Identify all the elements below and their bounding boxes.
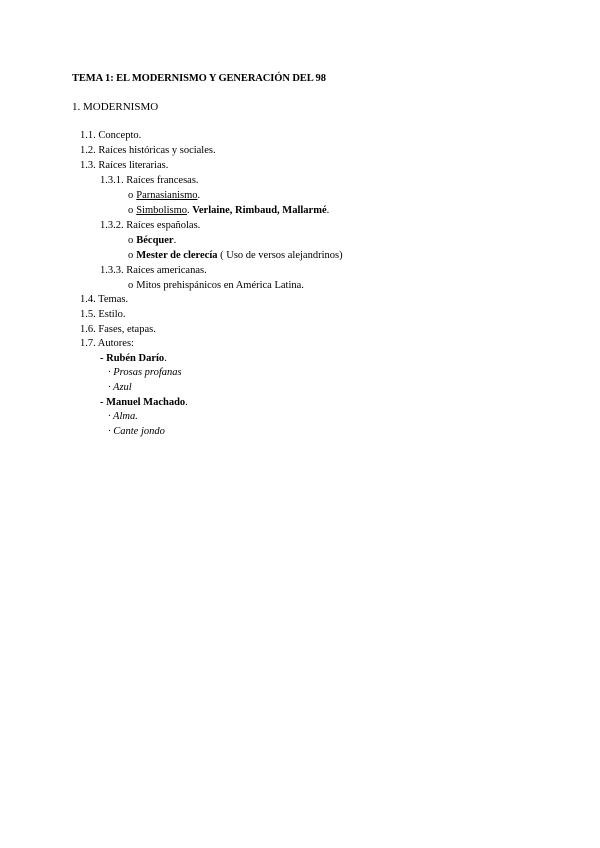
outline-subitem-raices-francesas: 1.3.1. Raíces francesas. — [100, 175, 199, 186]
author-ruben-dario — [100, 352, 167, 366]
outline-item-temas: 1.4. Temas. — [80, 294, 129, 305]
list-item-becquer — [128, 234, 176, 248]
work-azul: · Azul — [108, 382, 132, 393]
outline-item-raices-historicas: 1.2. Raíces históricas y sociales. — [80, 145, 216, 156]
list-item-mester-de-clerecia — [128, 249, 343, 263]
bullet-marker: o — [128, 205, 134, 216]
author-dash: - — [100, 397, 107, 408]
document-title: TEMA 1: EL MODERNISMO Y GENERACIÓN DEL 98 — [72, 73, 326, 84]
section-heading: 1. MODERNISMO — [72, 101, 159, 113]
author-dash: - — [100, 353, 107, 364]
simbolismo-text: Simbolismo — [136, 205, 188, 216]
bullet-marker: o — [128, 235, 134, 246]
mester-note: ( Uso de versos alejandrinos) — [217, 250, 343, 261]
list-item-parnasianismo — [128, 189, 200, 203]
work-alma: · Alma. — [108, 411, 138, 422]
punctuation: . — [185, 397, 188, 408]
outline-item-concepto: 1.1. Concepto. — [80, 130, 142, 141]
outline-item-estilo: 1.5. Estilo. — [80, 309, 126, 320]
mitos-text: Mitos prehispánicos en América Latina. — [136, 280, 304, 291]
author-name: Manuel Machado — [106, 397, 186, 408]
outline-item-fases: 1.6. Fases, etapas. — [80, 324, 156, 335]
becquer-text: Bécquer — [136, 235, 174, 246]
punctuation: . — [197, 190, 201, 201]
author-manuel-machado — [100, 396, 188, 410]
outline-subitem-raices-americanas: 1.3.3. Raíces americanas. — [100, 265, 207, 276]
bullet-marker: o — [128, 190, 134, 201]
list-item-simbolismo — [128, 204, 329, 218]
list-item-mitos — [128, 279, 304, 293]
bullet-marker: o — [128, 250, 134, 261]
bullet-marker: o — [128, 280, 134, 291]
author-name: Rubén Darío — [106, 353, 165, 364]
punctuation: . — [173, 235, 177, 246]
punctuation: . — [164, 353, 167, 364]
outline-item-autores: 1.7. Autores: — [80, 338, 134, 349]
outline-subitem-raices-espanolas: 1.3.2. Raíces españolas. — [100, 220, 201, 231]
outline-item-raices-literarias: 1.3. Raíces literarias. — [80, 160, 169, 171]
punctuation: . — [326, 205, 330, 216]
parnasianismo-text: Parnasianismo — [136, 190, 198, 201]
work-prosas-profanas: · Prosas profanas — [108, 367, 182, 378]
work-cante-jondo: · Cante jondo — [108, 426, 165, 437]
punctuation: . — [187, 205, 193, 216]
simbolismo-authors: Verlaine, Rimbaud, Mallarmé — [192, 205, 327, 216]
mester-text: Mester de clerecía — [136, 250, 218, 261]
